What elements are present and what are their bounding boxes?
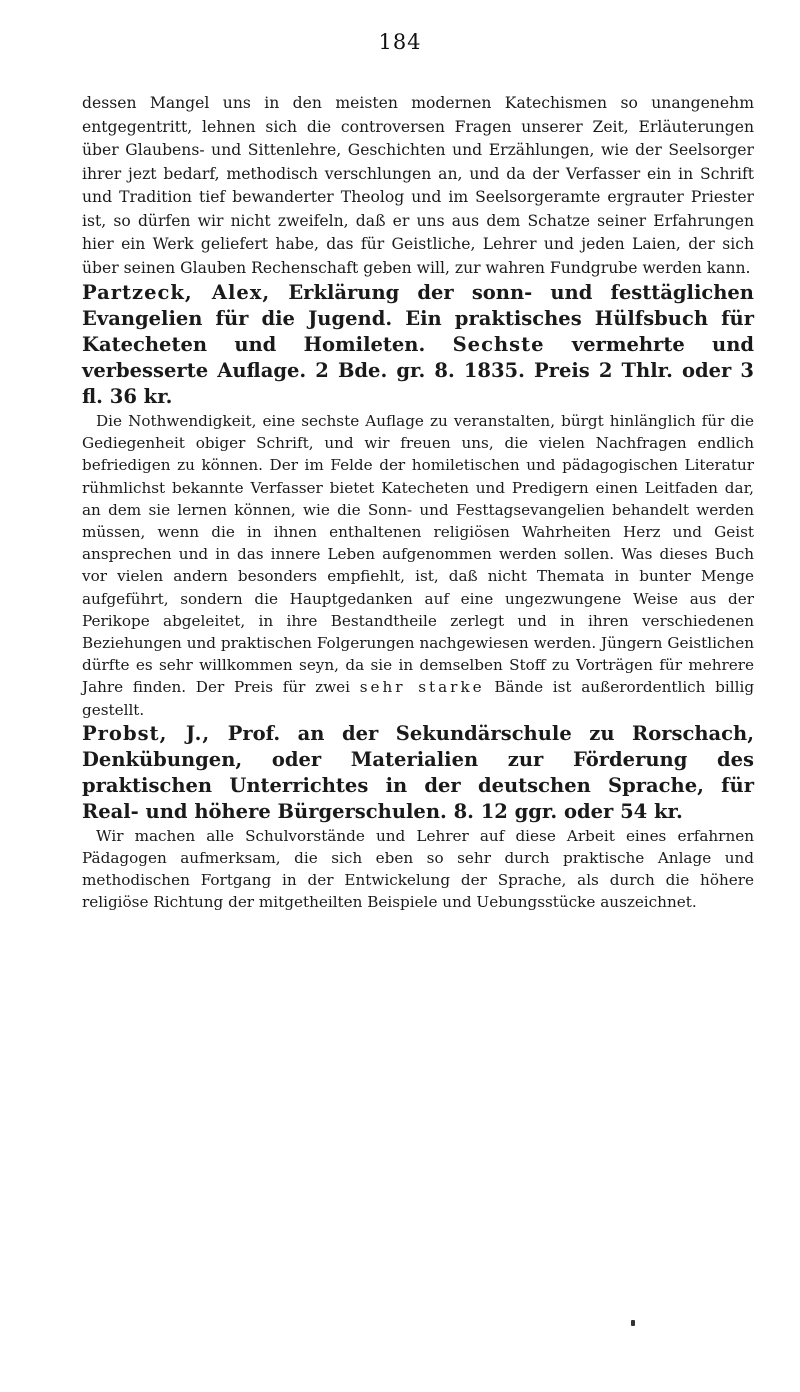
entry-description: Wir machen alle Schulvorstände und Lehrer auf diese Arbeit eines erfahrnen Pädagogen aufmerksam, die sich eben so sehr durch praktische Anlage und methodischen Fortgang in der Entwickelung der Sprache, als durch die höhere religiöse Richtung der mitgetheilten Beispiele und Uebungsstücke auszeichnet. <box>82 826 754 912</box>
entry-heading <box>82 280 754 410</box>
entry-edition-prefix: Sechste <box>452 333 545 356</box>
entry-description-end: Bände ist außerordentlich billig gestellt. <box>82 678 755 719</box>
entry-price: 12 ggr. oder 54 kr. <box>480 799 683 823</box>
entry-title: Erklärung der sonn- und festtäglichen Evangelien für die Jugend. Ein praktisches Hülfsbuch für Katecheten und Homileten. <box>82 281 754 356</box>
entry-heading <box>82 721 754 825</box>
entry-author: Probst, J., <box>82 721 211 745</box>
entry-description <box>82 410 754 721</box>
entry-edition: vermehrte und verbesserte Auflage. 2 Bde. gr. 8. 1835. Preis 2 Thlr. oder 3 fl. 36 kr. <box>82 333 755 408</box>
entry-description-spaced: sehr starke <box>359 678 485 697</box>
catalog-entry-partzeck <box>82 280 754 721</box>
catalog-entry-probst <box>82 721 754 914</box>
page-number: 184 <box>378 30 422 54</box>
entry-author: Partzeck, Alex, <box>82 281 271 304</box>
entry-title: Prof. an der Sekundärschule zu Rorschach, Denkübungen, oder Materialien zur Förderung des praktischen Unterrichtes in der deutschen Sprache, für Real- und höhere Bürgerschulen. 8. <box>82 721 755 823</box>
text-block <box>82 92 754 914</box>
ink-mark <box>631 1320 635 1326</box>
intro-paragraph: dessen Mangel uns in den meisten modernen Katechismen so unangenehm entgegentritt, lehnen sich die controversen Fragen unserer Zeit, Erläuterungen über Glaubens- und Sittenlehre, Geschichten und Erzählungen, wie der Seelsorger ihrer jezt bedarf, methodisch verschlungen an, und da der Verfasser ein in Schrift und Tradition tief bewanderter Theolog und im Seelsorgeramte ergrauter Priester ist, so dürfen wir nicht zweifeln, daß er uns aus dem Schatze seiner Erfahrungen hier ein Werk geliefert habe, das für Geistliche, Lehrer und jeden Laien, der sich über seinen Glauben Rechenschaft geben will, zur wahren Fundgrube werden kann. <box>82 94 754 277</box>
entry-description-text: Die Nothwendigkeit, eine sechste Auflage zu veranstalten, bürgt hinlänglich für die Gediegenheit obiger Schrift, und wir freuen uns, die vielen Nachfragen endlich befriedigen zu können. Der im Felde der homiletischen und pädagogischen Literatur rühmlichst bekannte Verfasser bietet Katecheten und Predigern einen Leitfaden dar, an dem sie lernen können, wie die Sonn- und Festtagsevangelien behandelt werden müssen, wenn die in ihnen enthaltenen religiösen Wahrheiten Herz und Geist ansprechen und in das innere Leben aufgenommen werden sollen. Was dieses Buch vor vielen andern besonders empfiehlt, ist, daß nicht Themata in bunter Menge aufgeführt, sondern die Hauptgedanken auf eine ungezwungene Weise aus der Perikope abgeleitet, in ihre Bestandtheile zerlegt und in ihren verschiedenen Beziehungen und praktischen Folgerungen nachgewiesen werden. Jüngern Geistlichen dürfte es sehr willkommen seyn, da sie in demselben Stoff zu Vorträgen für mehrere Jahre finden. Der Preis für zwei <box>82 412 754 697</box>
